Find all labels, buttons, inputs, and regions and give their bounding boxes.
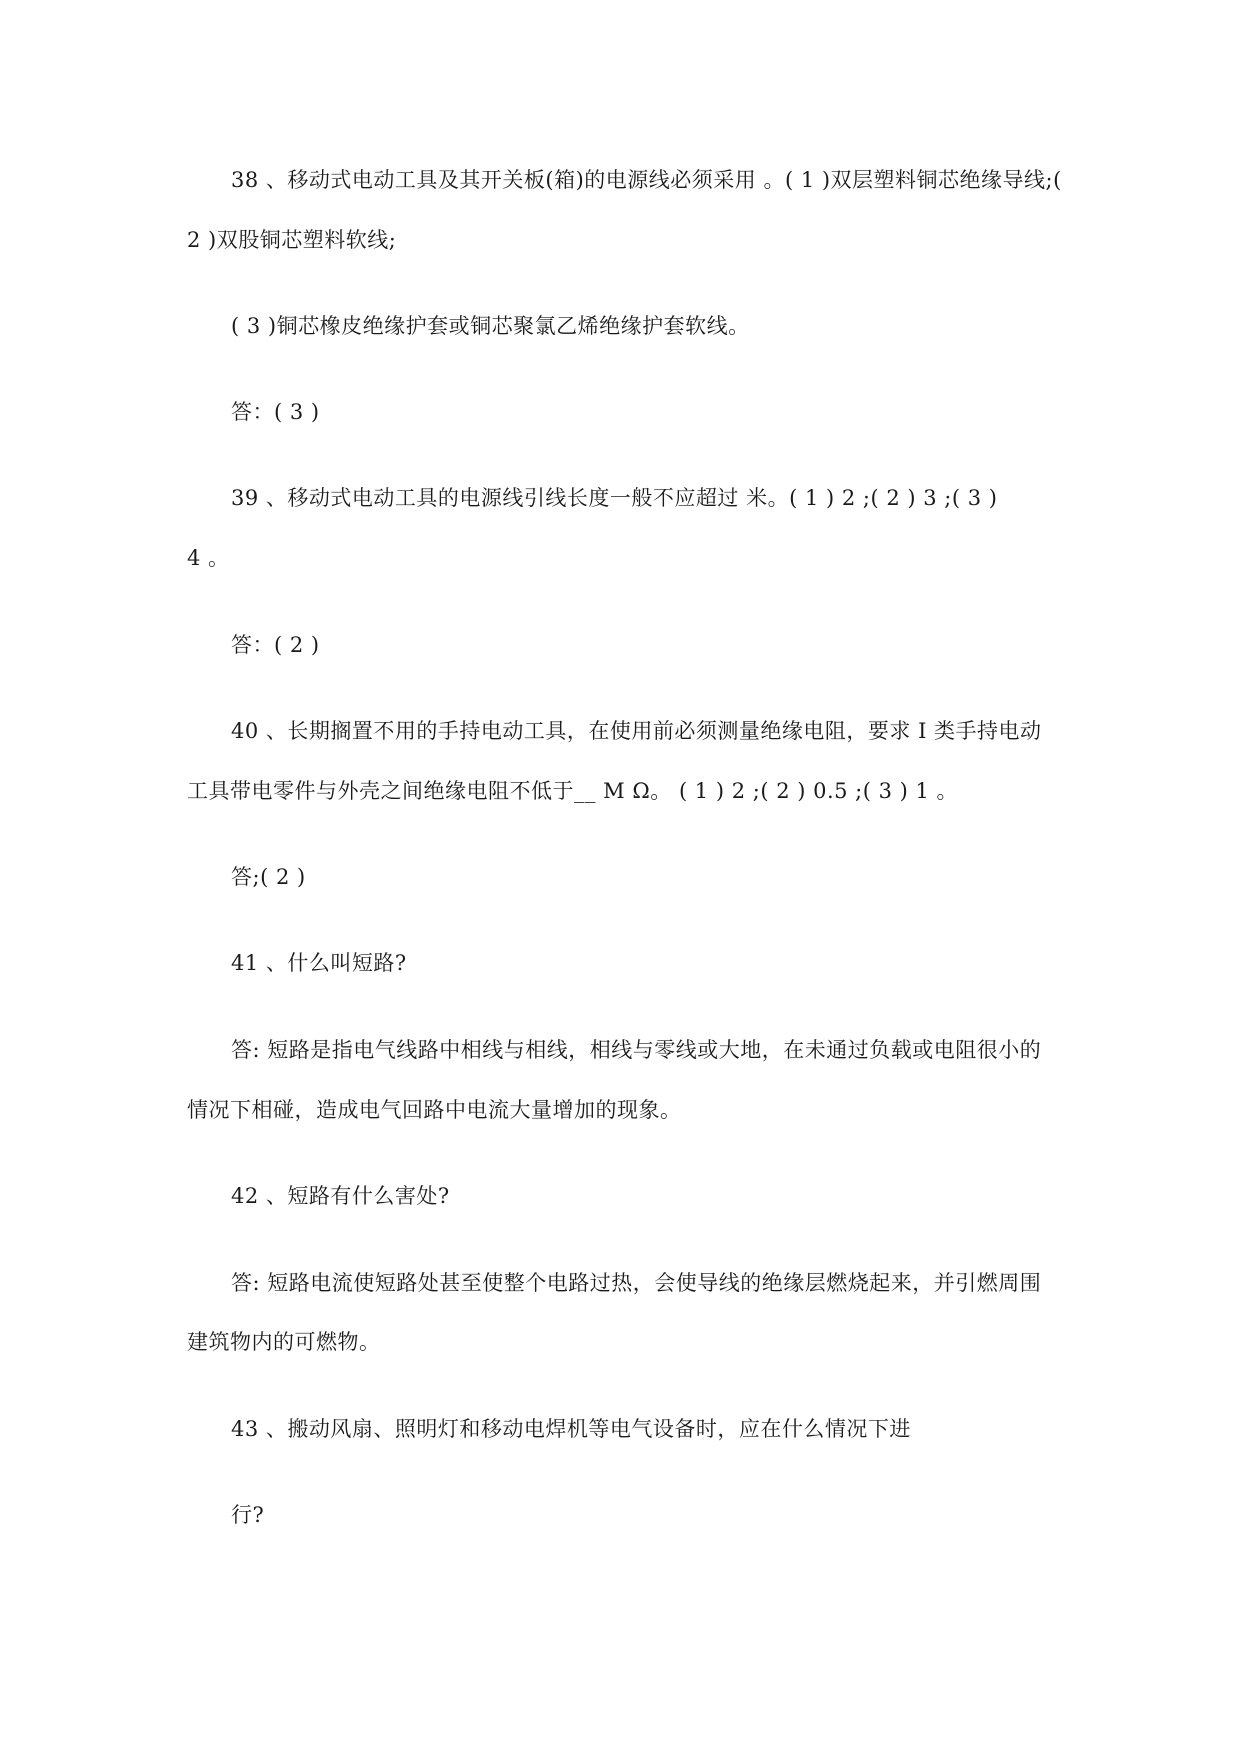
q42-answer-line-1: 答: 短路电流使短路处甚至使整个电路过热，会使导线的绝缘层燃烧起来，并引燃周围 [231,1271,1042,1295]
q43-question-line-1: 43 、搬动风扇、照明灯和移动电焊机等电气设备时，应在什么情况下进 [231,1417,911,1441]
q38-line-1: 38 、移动式电动工具及其开关板(箱)的电源线必须采用 。( 1 )双层塑料铜芯绝缘导线;( [231,168,1062,192]
q41-answer-line-1: 答: 短路是指电气线路中相线与相线，相线与零线或大地，在未通过负载或电阻很小的 [231,1038,1042,1062]
q38-answer: 答：( 3 ) [231,400,320,424]
q38-line-3: ( 3 )铜芯橡皮绝缘护套或铜芯聚氯乙烯绝缘护套软线。 [231,314,750,338]
q42-question: 42 、短路有什么害处? [231,1184,450,1208]
q41-question: 41 、什么叫短路? [231,951,407,975]
q39-line-1: 39 、移动式电动工具的电源线引线长度一般不应超过 米。( 1 ) 2 ;( 2 ) 3 ;( 3 ) [231,486,998,510]
q43-question-line-2: 行? [231,1503,265,1527]
q42-answer-line-2: 建筑物内的可燃物。 [187,1330,381,1354]
q39-answer: 答：( 2 ) [231,633,320,657]
q41-answer-line-2: 情况下相碰，造成电气回路中电流大量增加的现象。 [187,1098,682,1122]
q38-line-2: 2 )双股铜芯塑料软线; [187,228,397,252]
q40-line-1: 40 、长期搁置不用的手持电动工具，在使用前必须测量绝缘电阻，要求 I 类手持电动 [231,719,1042,743]
q39-line-2: 4 。 [187,546,230,570]
q40-answer: 答;( 2 ) [231,865,306,889]
q40-line-2: 工具带电零件与外壳之间绝缘电阻不低于__ M Ω。 ( 1 ) 2 ;( 2 ) 0.5 ;( 3 ) 1 。 [187,779,959,803]
